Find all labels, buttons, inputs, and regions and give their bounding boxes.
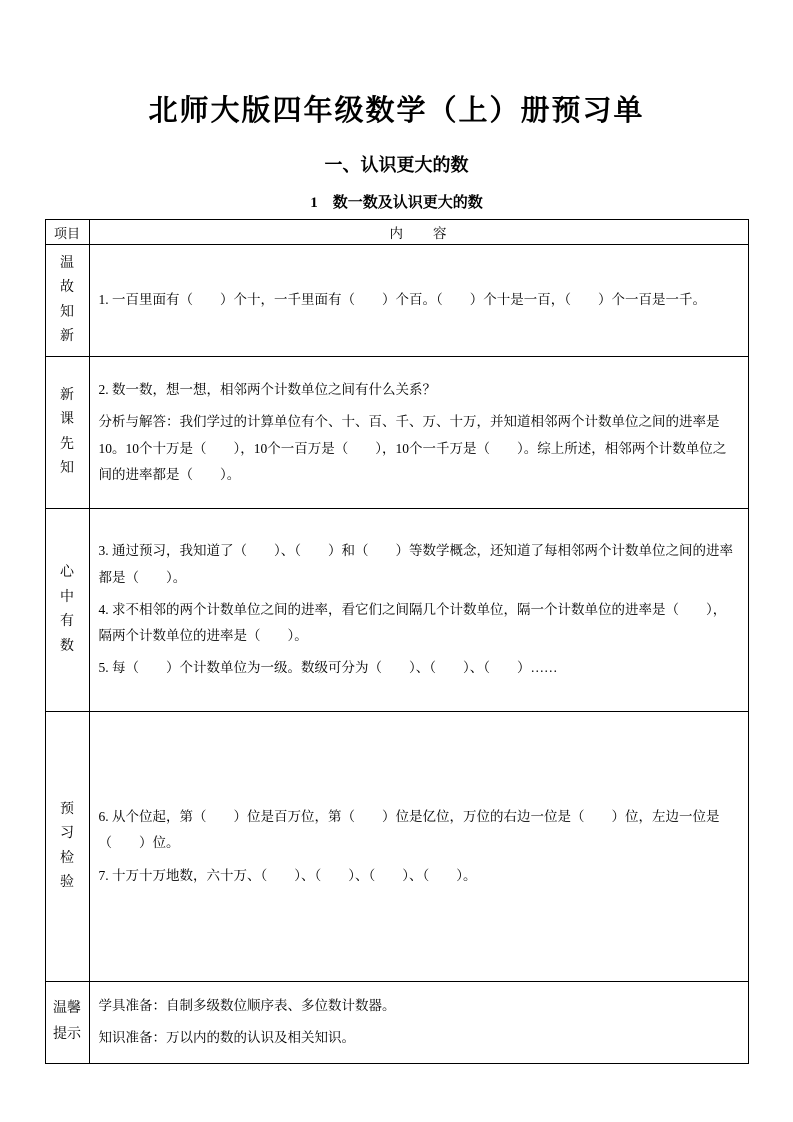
row-label-text: 预习检验 — [60, 801, 74, 890]
unit-subtitle: 一、认识更大的数 — [324, 155, 469, 175]
table-row-newlesson — [46, 357, 748, 509]
header-content: 内 容 — [389, 226, 448, 241]
header-project: 项目 — [46, 220, 90, 244]
content-paragraph: 分析与解答：我们学过的计算单位有个、十、百、千、万、十万，并知道相邻两个计数单位之间的进率是10。10个十万是（ ），10个一百万是（ ），10个一千万是（ ）。综上所述，相邻两个计数单位之间的进率都是（ ）。 — [98, 414, 727, 482]
table-row-check — [46, 712, 748, 982]
row-label-review — [46, 245, 90, 356]
table-row-review — [46, 245, 748, 357]
content-paragraph: 4. 求不相邻的两个计数单位之间的进率，看它们之间隔几个计数单位，隔一个计数单位的进率是（ ），隔两个计数单位的进率是（ ）。 — [98, 601, 727, 644]
row-content-review — [90, 245, 748, 356]
table-row-knowledge — [46, 509, 748, 712]
content-paragraph: 6. 从个位起，第（ ）位是百万位，第（ ）位是亿位，万位的右边一位是（ ）位，左边一位是（ ）位。 — [98, 809, 720, 851]
page-title: 北师大版四年级数学（上）册预习单 — [148, 95, 645, 127]
row-label-check — [46, 712, 90, 981]
row-label-text: 温馨提示 — [53, 1000, 81, 1043]
content-paragraph: 知识准备：万以内的数的认识及相关知识。 — [98, 1030, 355, 1046]
content-paragraph: 3. 通过预习，我知道了（ ）、（ ）和（ ）等数学概念，还知道了每相邻两个计数单位之间的进率都是（ ）。 — [98, 543, 733, 585]
row-label-text: 心中有数 — [60, 565, 74, 654]
row-label-text: 温故知新 — [60, 255, 74, 344]
row-label-knowledge — [46, 509, 90, 711]
row-content-tips — [90, 982, 748, 1063]
row-content-knowledge — [90, 509, 748, 711]
worksheet-table — [45, 219, 749, 1064]
row-label-text: 新课先知 — [60, 387, 74, 476]
content-paragraph: 5. 每（ ）个计数单位为一级。数级可分为（ ）、（ ）、（ ）…… — [98, 660, 558, 676]
content-paragraph: 学具准备：自制多级数位顺序表、多位数计数器。 — [98, 998, 396, 1013]
row-content-check — [90, 712, 748, 981]
table-header-row — [46, 220, 748, 245]
row-label-tips — [46, 982, 90, 1063]
row-label-newlesson — [46, 357, 90, 508]
row-content-newlesson — [90, 357, 748, 508]
content-paragraph: 1. 一百里面有（ ）个十，一千里面有（ ）个百。（ ）个十是一百，（ ）个一百是一千。 — [98, 292, 706, 308]
table-row-tips — [46, 982, 748, 1063]
content-paragraph: 2. 数一数，想一想，相邻两个计数单位之间有什么关系？ — [98, 381, 436, 397]
lesson-title: 1 数一数及认识更大的数 — [310, 195, 483, 211]
content-paragraph: 7. 十万十万地数，六十万、（ ）、（ ）、（ ）、（ ）。 — [98, 867, 477, 883]
